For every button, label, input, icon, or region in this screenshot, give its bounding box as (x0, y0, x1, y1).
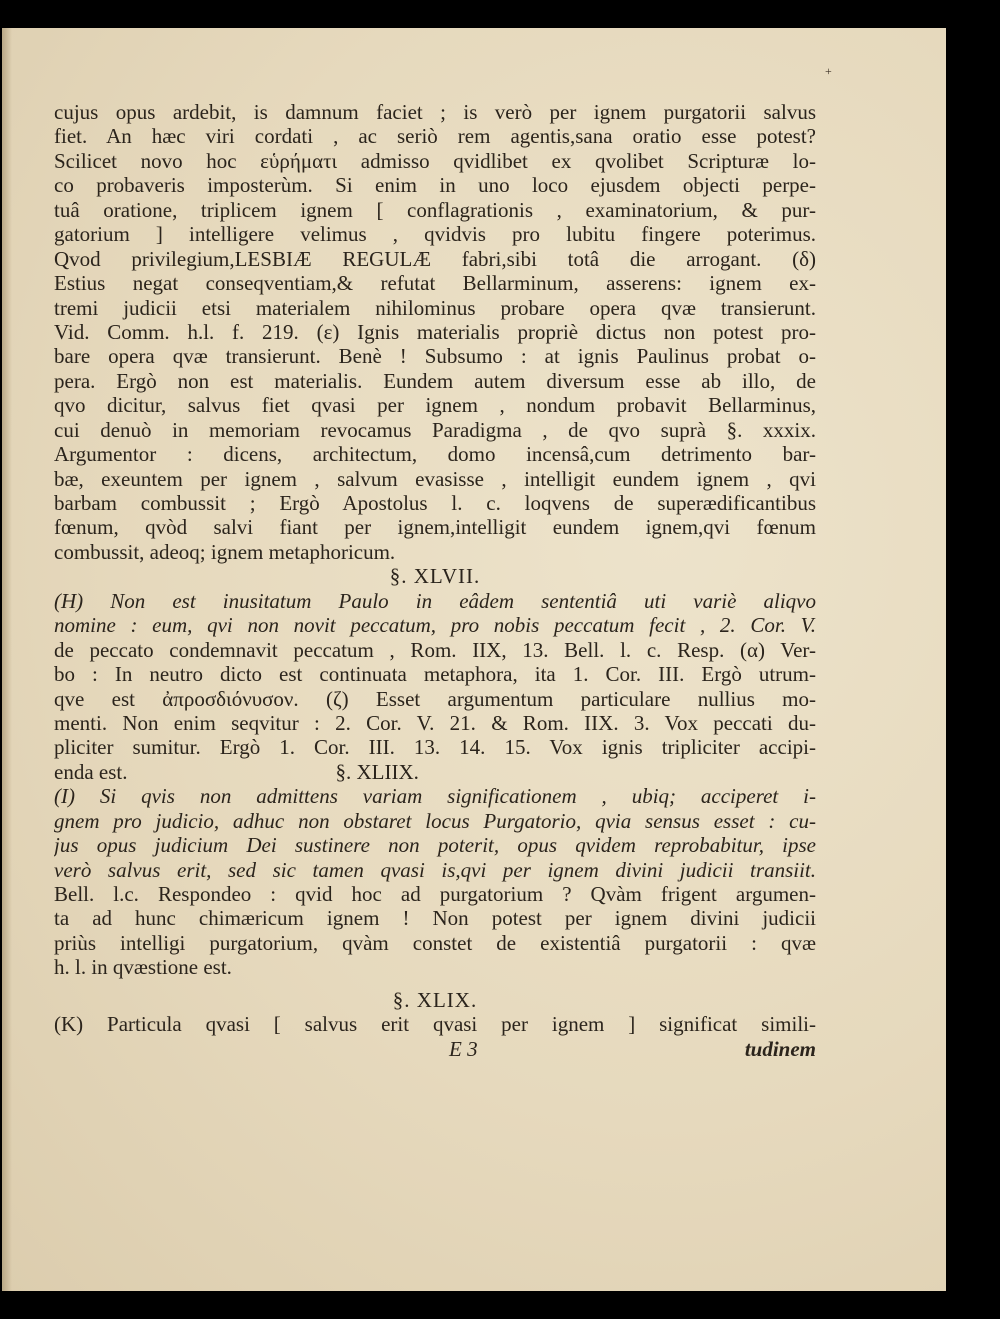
text-line: combussit, adeoq; ignem metaphoricum. (54, 539, 396, 564)
section-heading-xlix: §. XLIX. (392, 987, 478, 1012)
text-line: verò salvus erit, sed sic tamen qvasi is,qvi per ignem divini judicii transiit. (54, 857, 816, 882)
page-footer (54, 1037, 816, 1061)
text-line: h. l. in qvæstione est. (54, 955, 232, 980)
text-line: pliciter sumitur. Ergò 1. Cor. III. 13. 14. 15. Vox ignis tripliciter accipi- (54, 735, 816, 760)
text-line: Scilicet novo hoc εὑρήματι admisso qvidlibet ex qvolibet Scripturæ lo- (54, 148, 816, 173)
text-line: tremi judicii etsi materialem nihilominus probare opera qvæ transierunt. (54, 295, 816, 320)
text-line: (H) Non est inusitatum Paulo in eâdem sententiâ uti variè aliqvo (54, 588, 816, 613)
text-line: gatorium ] intelligere velimus , qvidvis pro lubitu fingere poterimus. (54, 222, 816, 247)
signature-mark: E 3 (449, 1036, 478, 1061)
text-line: Vid. Comm. h.l. f. 219. (ε) Ignis materialis propriè dictus non potest pro- (54, 319, 816, 344)
text-line: tuâ oratione, triplicem ignem [ conflagrationis , examinatorium, & pur- (54, 197, 816, 222)
text-line: ta ad hunc chimæricum ignem ! Non potest per ignem divini judicii (54, 906, 816, 931)
text-line: (K) Particula qvasi [ salvus erit qvasi per ignem ] significat simili- (54, 1012, 816, 1037)
text-line: fiet. An hæc viri cordati , ac seriò rem agentis,sana oratio esse potest? (54, 124, 816, 149)
text-line: de peccato condemnavit peccatum , Rom. IIX, 13. Bell. l. c. Resp. (α) Ver- (54, 637, 816, 662)
text-line: Qvod privilegium,LESBIÆ REGULÆ fabri,sibi totâ die arrogant. (δ) (54, 246, 816, 271)
body-text (54, 100, 816, 1061)
text-line: cujus opus ardebit, is damnum faciet ; is verò per ignem purgatorii salvus (54, 100, 816, 124)
text-line: pera. Ergò non est materialis. Eundem autem diversum esse ab illo, de (54, 368, 816, 393)
text-line-with-heading (54, 760, 816, 784)
text-line: nomine : eum, qvi non novit peccatum, pro nobis peccatum fecit , 2. Cor. V. (54, 613, 816, 638)
text-line: Bell. l.c. Respondeo : qvid hoc ad purgatorium ? Qvàm frigent argumen- (54, 882, 816, 906)
page-corner-mark: + (825, 64, 832, 78)
text-line: bæ, exeuntem per ignem , salvum evasisse , intelligit eundem ignem , qvi (54, 466, 816, 491)
page-gutter-shadow (2, 28, 12, 1291)
text-line: cui denuò in memoriam revocamus Paradigma , de qvo suprà §. xxxix. (54, 417, 816, 442)
text-line: Estius negat conseqventiam,& refutat Bellarminum, asserens: ignem ex- (54, 271, 816, 296)
text-line: qvo dicitur, salvus fiet qvasi per ignem , nondum probavit Bellarminus, (54, 393, 816, 418)
text-line: bare opera qvæ transierunt. Benè ! Subsumo : at ignis Paulinus probat o- (54, 344, 816, 369)
text-line: gnem pro judicio, adhuc non obstaret locus Purgatorio, qvia sensus esset : cu- (54, 808, 816, 833)
section-heading-xliix: §. XLIIX. (335, 759, 419, 784)
text-line: barbam combussit ; Ergò Apostolus l. c. loqvens de superædificantibus (54, 491, 816, 515)
text-line: priùs intelligi purgatorium, qvàm constet de existentiâ purgatorii : qvæ (54, 930, 816, 955)
text-line: menti. Non enim seqvitur : 2. Cor. V. 21. & Rom. IIX. 3. Vox peccati du- (54, 710, 816, 735)
text-line: bo : In neutro dicto est continuata metaphora, ita 1. Cor. III. Ergò utrum- (54, 662, 816, 687)
text-line: jus opus judicium Dei sustinere non poterit, opus qvidem reprobabitur, ipse (54, 833, 816, 858)
text-line: fœnum, qvòd salvi fiant per ignem,intelligit eundem ignem,qvi fœnum (54, 515, 816, 540)
text-line: (I) Si qvis non admittens variam significationem , ubiq; acciperet i- (54, 784, 816, 809)
section-heading-xlvii: §. XLVII. (389, 564, 481, 589)
text-line: qve est ἀπροσδιόνυσον. (ζ) Esset argumentum particulare nullius mo- (54, 686, 816, 711)
text-line: co probaveris imposterùm. Si enim in uno loco ejusdem objecti perpe- (54, 173, 816, 198)
book-page (2, 28, 946, 1291)
text-line: Argumentor : dicens, architectum, domo incensâ,cum detrimento bar- (54, 442, 816, 467)
text-fragment: enda est. (54, 759, 128, 784)
catchword: tudinem (744, 1036, 816, 1061)
